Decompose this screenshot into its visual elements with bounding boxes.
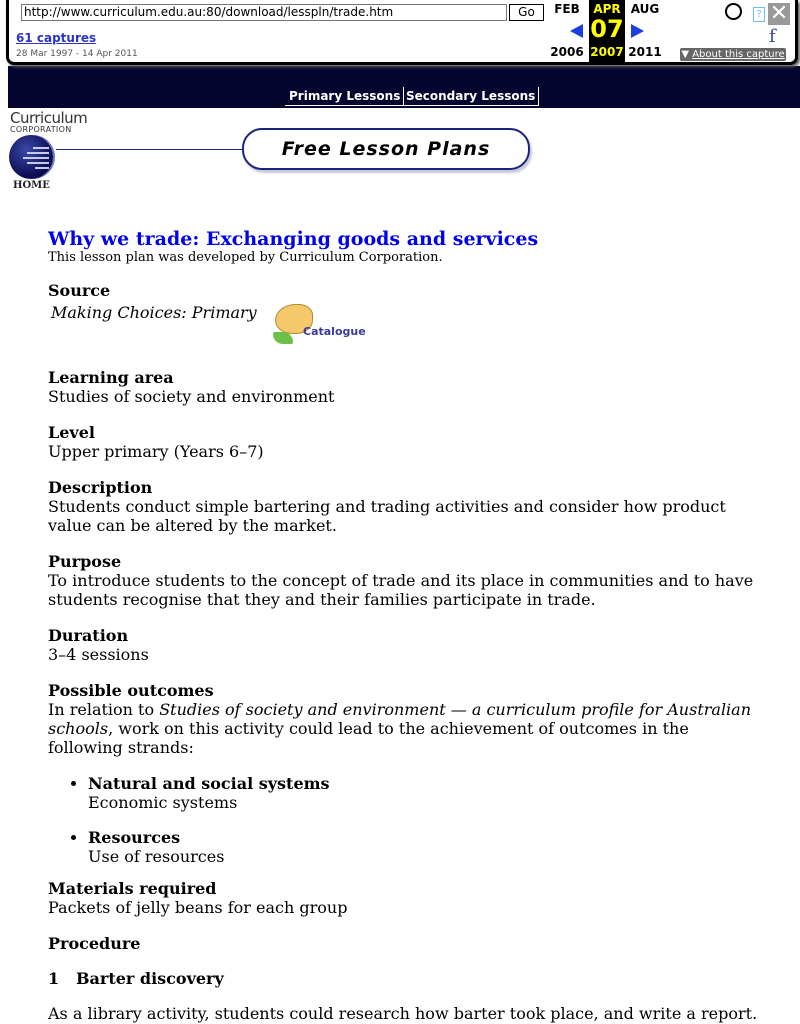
description-heading: Description [48,478,153,497]
section-purpose [48,552,768,609]
loading-circle-icon [725,3,742,20]
current-month: APR [593,2,621,16]
description-value: Students conduct simple bartering and trading activities and consider how product value can be altered by the market. [48,497,726,535]
page-title: Why we trade: Exchanging goods and services [48,228,539,250]
procedure-step-heading [48,969,768,988]
logo-line2: CORPORATION [10,125,72,134]
prev-arrow-icon[interactable] [570,24,583,38]
step-text: As a library activity, students could research how barter took place, and write a report. [48,1004,758,1023]
url-input[interactable]: http://www.curriculum.edu.au:80/download/lesspln/trade.htm [21,4,507,21]
prev-month[interactable]: FEB [554,2,580,16]
list-item [88,774,768,812]
strand-detail: Use of resources [88,847,225,866]
logo-line1: Curriculum [10,109,88,127]
capture-date-range: 28 Mar 1997 - 14 Apr 2011 [16,49,138,59]
home-globe-icon[interactable] [9,135,53,179]
catalogue-link[interactable] [271,300,366,348]
next-capture-column[interactable] [627,0,663,62]
prev-year[interactable]: 2006 [550,45,584,59]
purpose-value: To introduce students to the concept of trade and its place in communities and to have students recognise that they and their families participate in trade. [48,571,754,609]
next-year[interactable]: 2011 [628,45,662,59]
about-capture-button[interactable] [680,48,786,61]
wayback-toolbar [6,0,798,65]
catalogue-label: Catalogue [303,325,366,338]
section-description [48,478,768,535]
level-value: Upper primary (Years 6–7) [48,442,264,461]
strand-name: Natural and social systems [88,774,330,793]
duration-heading: Duration [48,626,129,645]
triangle-down-icon: ▼ [681,49,690,60]
outcomes-intro: In relation to Studies of society and environment — a curriculum profile for Australian schools, work on this activity could lead to the achievement of outcomes in the following strands: [48,700,752,757]
captures-link[interactable]: 61 captures [16,31,97,45]
current-day: 07 [590,15,624,43]
materials-heading: Materials required [48,879,217,898]
section-source [48,281,768,360]
section-procedure [48,934,768,1023]
primary-lessons-link[interactable]: Primary Lessons [285,87,404,106]
section-level [48,423,768,461]
section-outcomes [48,681,768,866]
procedure-heading: Procedure [48,934,141,953]
purpose-heading: Purpose [48,552,122,571]
section-duration [48,626,768,664]
step-number: 1 [48,969,60,988]
facebook-icon[interactable]: f [769,26,776,47]
duration-value: 3–4 sessions [48,645,149,664]
lesson-content [48,228,768,1023]
byline: This lesson plan was developed by Curriculum Corporation. [48,250,443,265]
section-learning-area [48,368,768,406]
help-icon[interactable]: ? [753,7,765,22]
source-title: Making Choices: Primary [51,303,257,322]
close-icon[interactable]: ✕ [769,1,789,26]
source-heading: Source [48,281,111,300]
free-lesson-plans-banner: Free Lesson Plans [242,128,530,170]
site-nav-bar [8,66,800,108]
next-month[interactable]: AUG [630,2,660,16]
strands-list [48,774,768,866]
header-connector-line [56,149,244,150]
go-button[interactable]: Go [509,4,544,21]
list-item [88,828,768,866]
current-year: 2007 [590,45,624,59]
learning-area-heading: Learning area [48,368,174,387]
home-link[interactable]: HOME [13,180,50,191]
level-heading: Level [48,423,95,442]
materials-value: Packets of jelly beans for each group [48,898,348,917]
section-materials [48,879,768,917]
about-capture-label: About this capture [692,49,785,60]
step-title: Barter discovery [76,969,224,988]
strand-detail: Economic systems [88,793,238,812]
strand-name: Resources [88,828,181,847]
curriculum-corporation-logo[interactable] [10,111,87,134]
current-capture-column [589,0,625,62]
learning-area-value: Studies of society and environment [48,387,335,406]
secondary-lessons-link[interactable]: Secondary Lessons [402,87,539,106]
outcomes-heading: Possible outcomes [48,681,214,700]
